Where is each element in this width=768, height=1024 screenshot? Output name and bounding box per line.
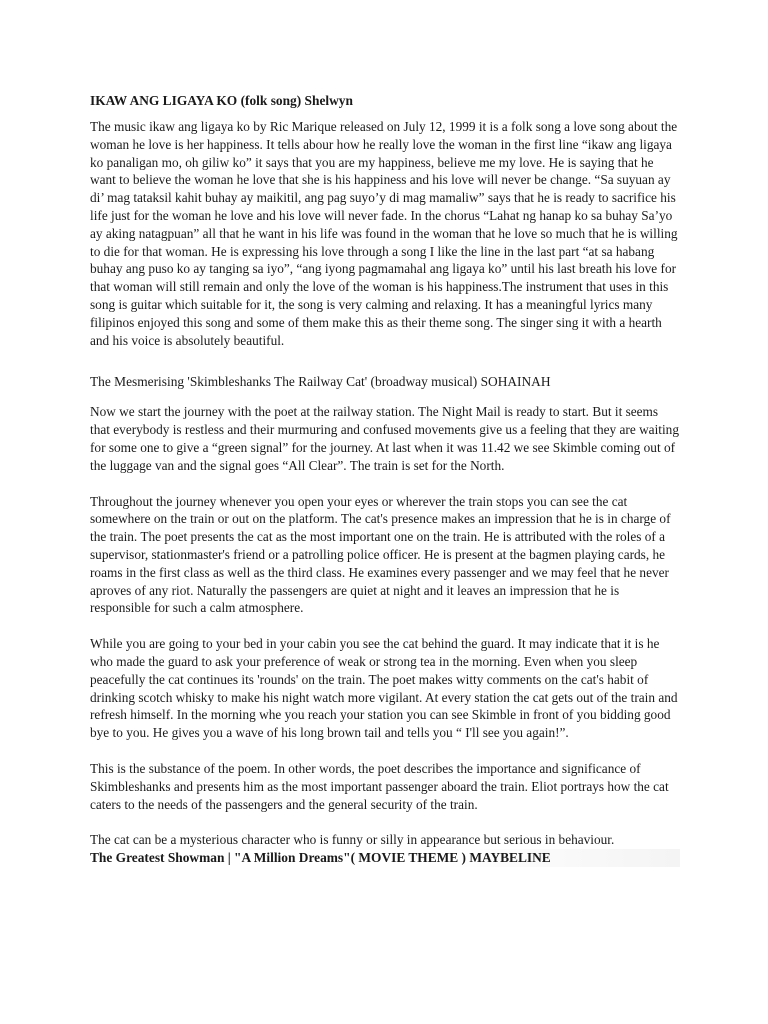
section-2-paragraph-3: While you are going to your bed in your cabin you see the cat behind the guard. It may indicate that it is he who made the guard to ask your preference of weak or strong tea in the morning. Even when you sleep peacefully the cat continues its 'rounds' on the train. The poet makes witty comments on the cat's habit of drinking scotch whisky to make his night watch more vigilant. At every station the cat gets out of the train and refresh himself. In the morning whe you reach your station you can see Skimble in front of you bidding good bye to you. He gives you a wave of his long brown tail and tells you “ I'll see you again!”. [90, 636, 678, 741]
section-1-paragraph: The music ikaw ang ligaya ko by Ric Marique released on July 12, 1999 it is a folk song a love song about the woman he love is her happiness. It tells abour how he really love the woman in the first line “ikaw ang ligaya ko panaligan mo, oh giliw ko” it says that you are my happiness, believe me my love. He is saying that he want to believe the woman he love that she is his happiness and his love will never be change. “Sa suyuan ay di’ mag tataksil kahit buhay ay maikitil, ang pag suyo’y di mag mamaliw” says that he is ready to sacrifice his life just for the woman he love and his love will never fade. In the chorus “Lahat ng hanap ko sa buhay Sa’yo ay aking natagpuan” all that he want in his life was found in the woman that he love so much that he is willing to die for that woman. He is expressing his love through a song I like the line in the last part “at sa habang buhay ang puso ko ay tanging sa iyo”, “ang iyong pagmamahal ang ligaya ko” until his last breath his love for that woman will still remain and only the love of the woman is his happiness.The instrument that uses in this song is guitar which suitable for it, the song is very calming and relaxing. It has a meaningful lyrics many filipinos enjoyed this song and some of them make this as their theme song. The singer sing it with a hearth and his voice is absolutely beautiful. [90, 119, 678, 348]
section-3-title: The Greatest Showman | "A Million Dreams"( MOVIE THEME ) MAYBELINE [90, 849, 680, 867]
section-2-paragraph-4: This is the substance of the poem. In other words, the poet describes the importance and significance of Skimbleshanks and presents him as the most important passenger aboard the train. Eliot portrays how the cat caters to the needs of the passengers and the general security of the train. [90, 760, 669, 812]
section-2-title: The Mesmerising 'Skimbleshanks The Railway Cat' (broadway musical) SOHAINAH [90, 374, 551, 390]
section-2-paragraph-2: Throughout the journey whenever you open your eyes or wherever the train stops you can see the cat somewhere on the train or out on the platform. The cat's presence makes an impression that he is in charge of the train. The poet presents the cat as the most important one on the train. He is attributed with the roles of a supervisor, stationmaster's friend or a patrolling police officer. He is present at the bagmen playing cards, he roams in the first class as well as the third class. He examines every passenger and we may feel that he never aproves of any riot. Naturally the passengers are quiet at night and it leaves an impression that he is responsible for such a calm atmosphere. [90, 493, 671, 616]
section-2-paragraph-5: The cat can be a mysterious character who is funny or silly in appearance but serious in behaviour. [90, 832, 615, 848]
document-body [90, 92, 680, 867]
section-1-title: IKAW ANG LIGAYA KO (folk song) Shelwyn [90, 93, 353, 108]
section-2-paragraph-1: Now we start the journey with the poet at the railway station. The Night Mail is ready to start. But it seems that everybody is restless and their murmuring and confused movements give us a feeling that they are waiting for some one to give a “green signal” for the journey. At last when it was 11.42 we see Skimble coming out of the luggage van and the signal goes “All Clear”. The train is set for the North. [90, 404, 679, 473]
